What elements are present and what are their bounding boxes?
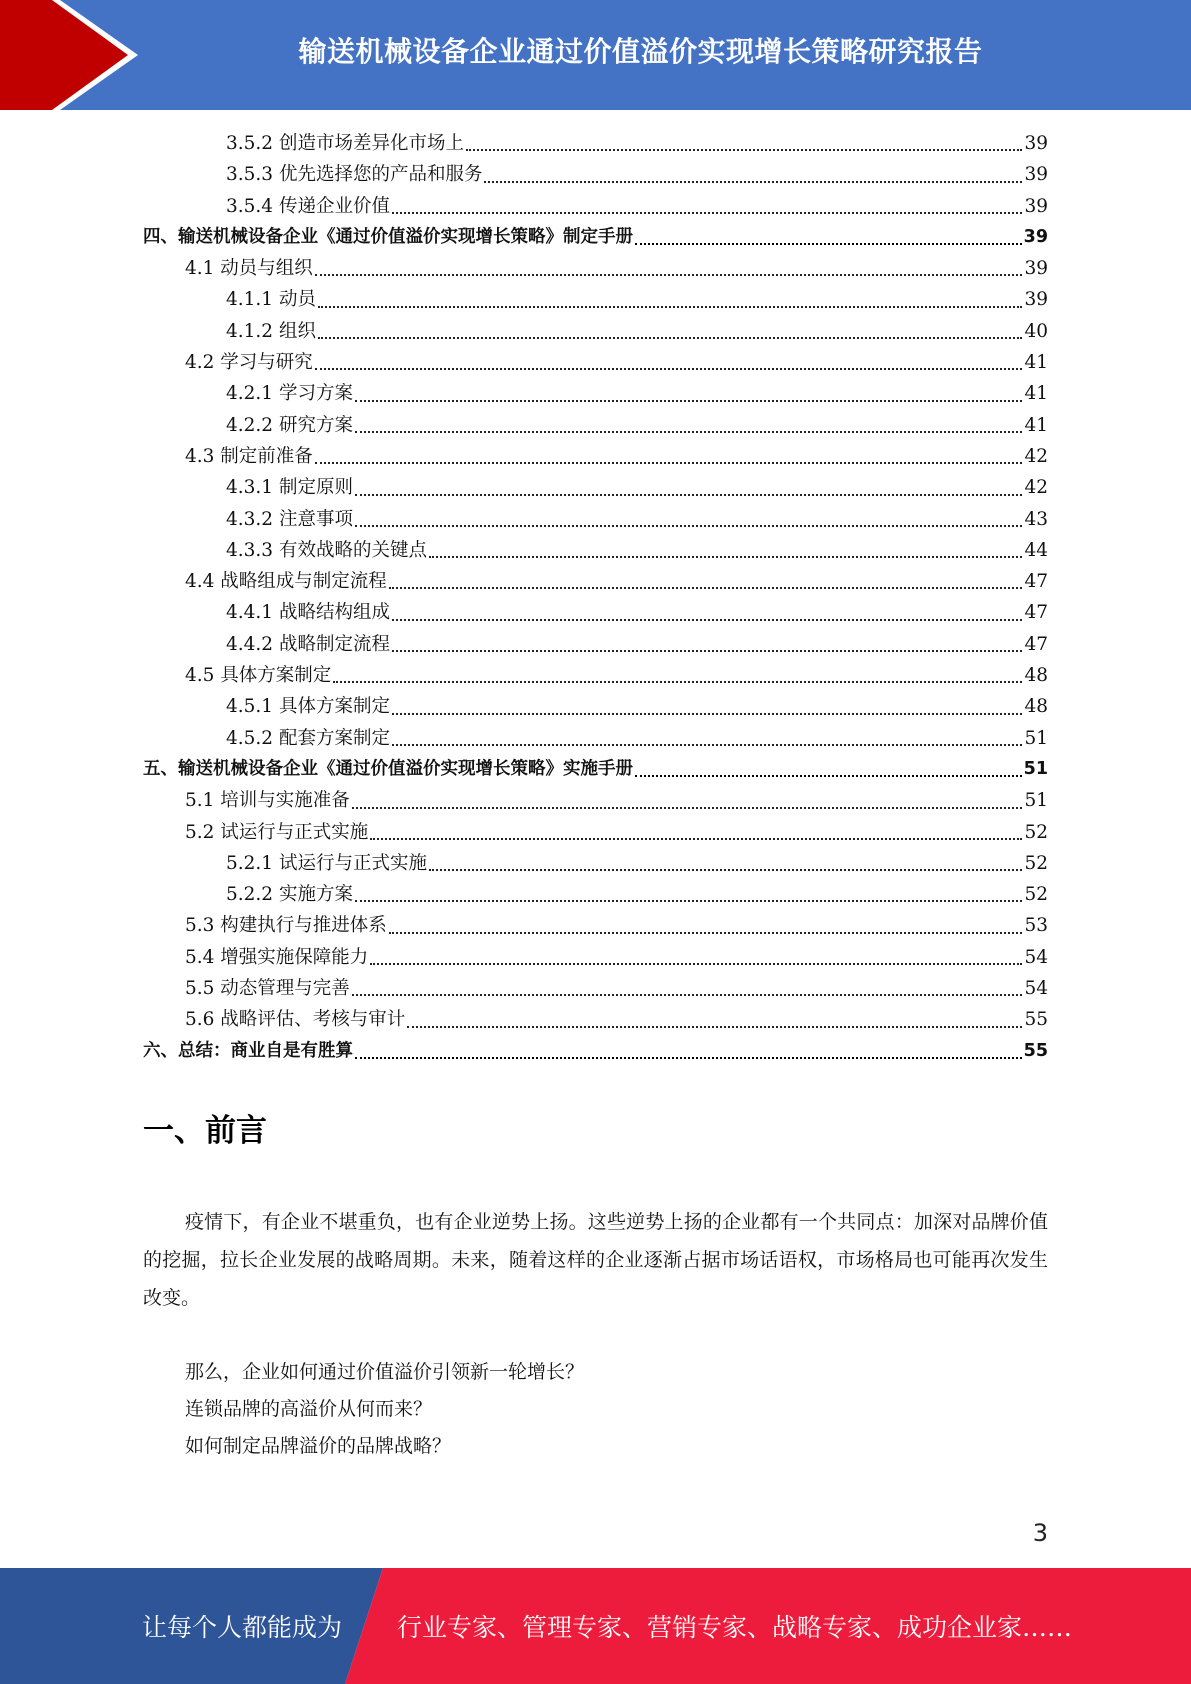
toc-entry-page: 47 [1024,571,1048,593]
toc-entry-page: 55 [1023,1040,1048,1061]
toc-entry-page: 40 [1024,320,1048,342]
toc-dot-leader [315,274,1023,276]
toc-dot-leader [355,400,1023,402]
toc-entry[interactable] [143,284,1048,315]
toc-entry-label: 4.5.2 配套方案制定 [226,727,390,749]
toc-entry[interactable] [143,785,1048,816]
toc-entry-page: 48 [1024,696,1048,718]
toc-entry-page: 39 [1024,133,1048,154]
toc-entry-label: 4.2 学习与研究 [185,352,313,374]
toc-dot-leader [407,1026,1022,1028]
toc-entry[interactable] [143,660,1048,691]
toc-dot-leader [392,744,1022,746]
toc-entry-page: 42 [1024,445,1048,467]
page-header [0,0,1191,110]
toc-entry-page: 39 [1024,258,1048,280]
toc-entry-label: 4.2.2 研究方案 [226,414,353,436]
toc-dot-leader [370,963,1022,965]
toc-dot-leader [392,713,1022,715]
toc-entry[interactable] [143,128,1048,159]
toc-dot-leader [429,869,1022,871]
toc-entry-label: 5.6 战略评估、考核与审计 [185,1009,406,1031]
toc-entry-label: 4.3.3 有效战略的关键点 [226,539,427,561]
toc-entry[interactable] [143,472,1048,503]
toc-entry-label: 4.4 战略组成与制定流程 [185,571,387,593]
toc-dot-leader [355,431,1023,433]
toc-entry-page: 39 [1023,226,1048,247]
toc-entry[interactable] [143,159,1048,190]
toc-dot-leader [635,243,1022,245]
toc-dot-leader [318,306,1023,308]
toc-dot-leader [352,807,1023,809]
question-item: 如何制定品牌溢价的品牌战略？ [185,1435,452,1457]
toc-entry[interactable] [143,504,1048,535]
toc-dot-leader [429,556,1022,558]
toc-entry-label: 4.1.1 动员 [226,289,316,311]
toc-entry-page: 54 [1024,946,1048,968]
toc-dot-leader [355,494,1023,496]
toc-dot-leader [392,212,1022,214]
report-title: 输送机械设备企业通过价值溢价实现增长策略研究报告 [298,35,983,68]
toc-entry-page: 41 [1024,352,1048,374]
toc-entry-label: 4.1.2 组织 [226,320,316,342]
toc-entry-label: 4.2.1 学习方案 [226,383,353,405]
toc-entry[interactable] [143,691,1048,722]
header-chevron-graphic [0,0,160,110]
toc-entry[interactable] [143,1004,1048,1035]
toc-entry[interactable] [143,942,1048,973]
toc-entry-label: 4.3.2 注意事项 [226,508,353,530]
toc-entry[interactable] [143,973,1048,1004]
toc-entry-label: 4.4.1 战略结构组成 [226,602,390,624]
toc-entry[interactable] [143,222,1048,253]
toc-dot-leader [370,838,1022,840]
toc-entry[interactable] [143,754,1048,785]
toc-entry-label: 六、总结：商业自是有胜算 [143,1040,353,1061]
toc-entry-page: 48 [1024,665,1048,687]
toc-entry-page: 47 [1024,633,1048,655]
toc-entry-page: 41 [1024,383,1048,405]
toc-entry-label: 4.5 具体方案制定 [185,665,332,687]
toc-dot-leader [318,337,1023,339]
toc-dot-leader [389,587,1023,589]
toc-dot-leader [484,181,1022,183]
toc-dot-leader [466,149,1022,151]
toc-entry-page: 39 [1024,195,1048,217]
toc-entry[interactable] [143,597,1048,628]
toc-entry[interactable] [143,910,1048,941]
toc-entry[interactable] [143,410,1048,441]
toc-dot-leader [392,619,1022,621]
toc-entry[interactable] [143,629,1048,660]
toc-dot-leader [315,368,1023,370]
toc-entry[interactable] [143,316,1048,347]
toc-entry[interactable] [143,566,1048,597]
toc-entry-page: 52 [1024,884,1048,906]
toc-entry-label: 4.5.1 具体方案制定 [226,696,390,718]
toc-entry-page: 52 [1024,821,1048,843]
toc-entry-label: 5.3 构建执行与推进体系 [185,915,387,937]
question-item: 那么，企业如何通过价值溢价引领新一轮增长？ [185,1361,585,1383]
toc-entry-label: 5.5 动态管理与完善 [185,978,350,1000]
toc-entry-page: 39 [1024,164,1048,186]
toc-entry-label: 3.5.4 传递企业价值 [226,195,390,217]
toc-dot-leader [355,525,1023,527]
toc-dot-leader [355,900,1023,902]
toc-dot-leader [389,932,1023,934]
toc-entry-page: 43 [1024,508,1048,530]
section-heading: 一、前言 [143,1113,267,1149]
toc-entry-label: 4.3.1 制定原则 [226,477,353,499]
toc-entry[interactable] [143,723,1048,754]
toc-entry[interactable] [143,347,1048,378]
toc-entry-page: 47 [1024,602,1048,624]
toc-entry[interactable] [143,817,1048,848]
toc-entry-page: 41 [1024,414,1048,436]
toc-entry-label: 4.4.2 战略制定流程 [226,633,390,655]
toc-dot-leader [355,1057,1022,1059]
toc-entry-label: 5.2.2 实施方案 [226,884,353,906]
toc-entry-page: 42 [1024,477,1048,499]
toc-entry[interactable] [143,378,1048,409]
toc-entry-label: 四、输送机械设备企业《通过价值溢价实现增长策略》制定手册 [143,226,633,247]
toc-entry-page: 51 [1024,790,1048,812]
question-item: 连锁品牌的高溢价从何而来？ [185,1398,433,1420]
toc-entry-label: 4.3 制定前准备 [185,445,313,467]
page-number: 3 [1032,1519,1048,1547]
toc-entry-label: 5.1 培训与实施准备 [185,790,350,812]
toc-entry-label: 5.2 试运行与正式实施 [185,821,369,843]
toc-entry-page: 55 [1024,1009,1048,1031]
question-list [185,1354,584,1465]
toc-entry-page: 51 [1024,727,1048,749]
toc-entry[interactable] [143,535,1048,566]
toc-entry[interactable] [143,253,1048,284]
toc-entry[interactable] [143,848,1048,879]
toc-entry-page: 54 [1024,978,1048,1000]
toc-entry[interactable] [143,1036,1048,1067]
toc-entry[interactable] [143,441,1048,472]
toc-entry-page: 52 [1024,852,1048,874]
toc-entry-label: 3.5.2 创造市场差异化市场上 [226,133,464,154]
toc-dot-leader [635,775,1022,777]
footer-slogan-left: 让每个人都能成为 [142,1613,343,1642]
table-of-contents [143,128,1048,1067]
toc-dot-leader [333,681,1022,683]
footer-slogan-right: 行业专家、管理专家、营销专家、战略专家、成功企业家…… [397,1613,1073,1642]
toc-entry-page: 53 [1024,915,1048,937]
toc-dot-leader [392,650,1022,652]
toc-dot-leader [352,994,1023,996]
toc-entry-label: 4.1 动员与组织 [185,258,313,280]
toc-entry-label: 5.2.1 试运行与正式实施 [226,852,427,874]
toc-entry-page: 51 [1023,758,1048,779]
toc-entry-label: 5.4 增强实施保障能力 [185,946,369,968]
toc-entry-page: 44 [1024,539,1048,561]
toc-entry-label: 五、输送机械设备企业《通过价值溢价实现增长策略》实施手册 [143,758,633,779]
intro-paragraph: 疫情下，有企业不堪重负，也有企业逆势上扬。这些逆势上扬的企业都有一个共同点：加深对品牌价值的挖掘，拉长企业发展的战略周期。未来，随着这样的企业逐渐占据市场话语权，市场格局也可能再次发生改变。 [143,1211,1048,1309]
toc-dot-leader [315,462,1023,464]
toc-entry[interactable] [143,879,1048,910]
page-footer [0,1568,1191,1684]
toc-entry-label: 3.5.3 优先选择您的产品和服务 [226,164,483,186]
toc-entry-page: 39 [1024,289,1048,311]
toc-entry[interactable] [143,191,1048,222]
